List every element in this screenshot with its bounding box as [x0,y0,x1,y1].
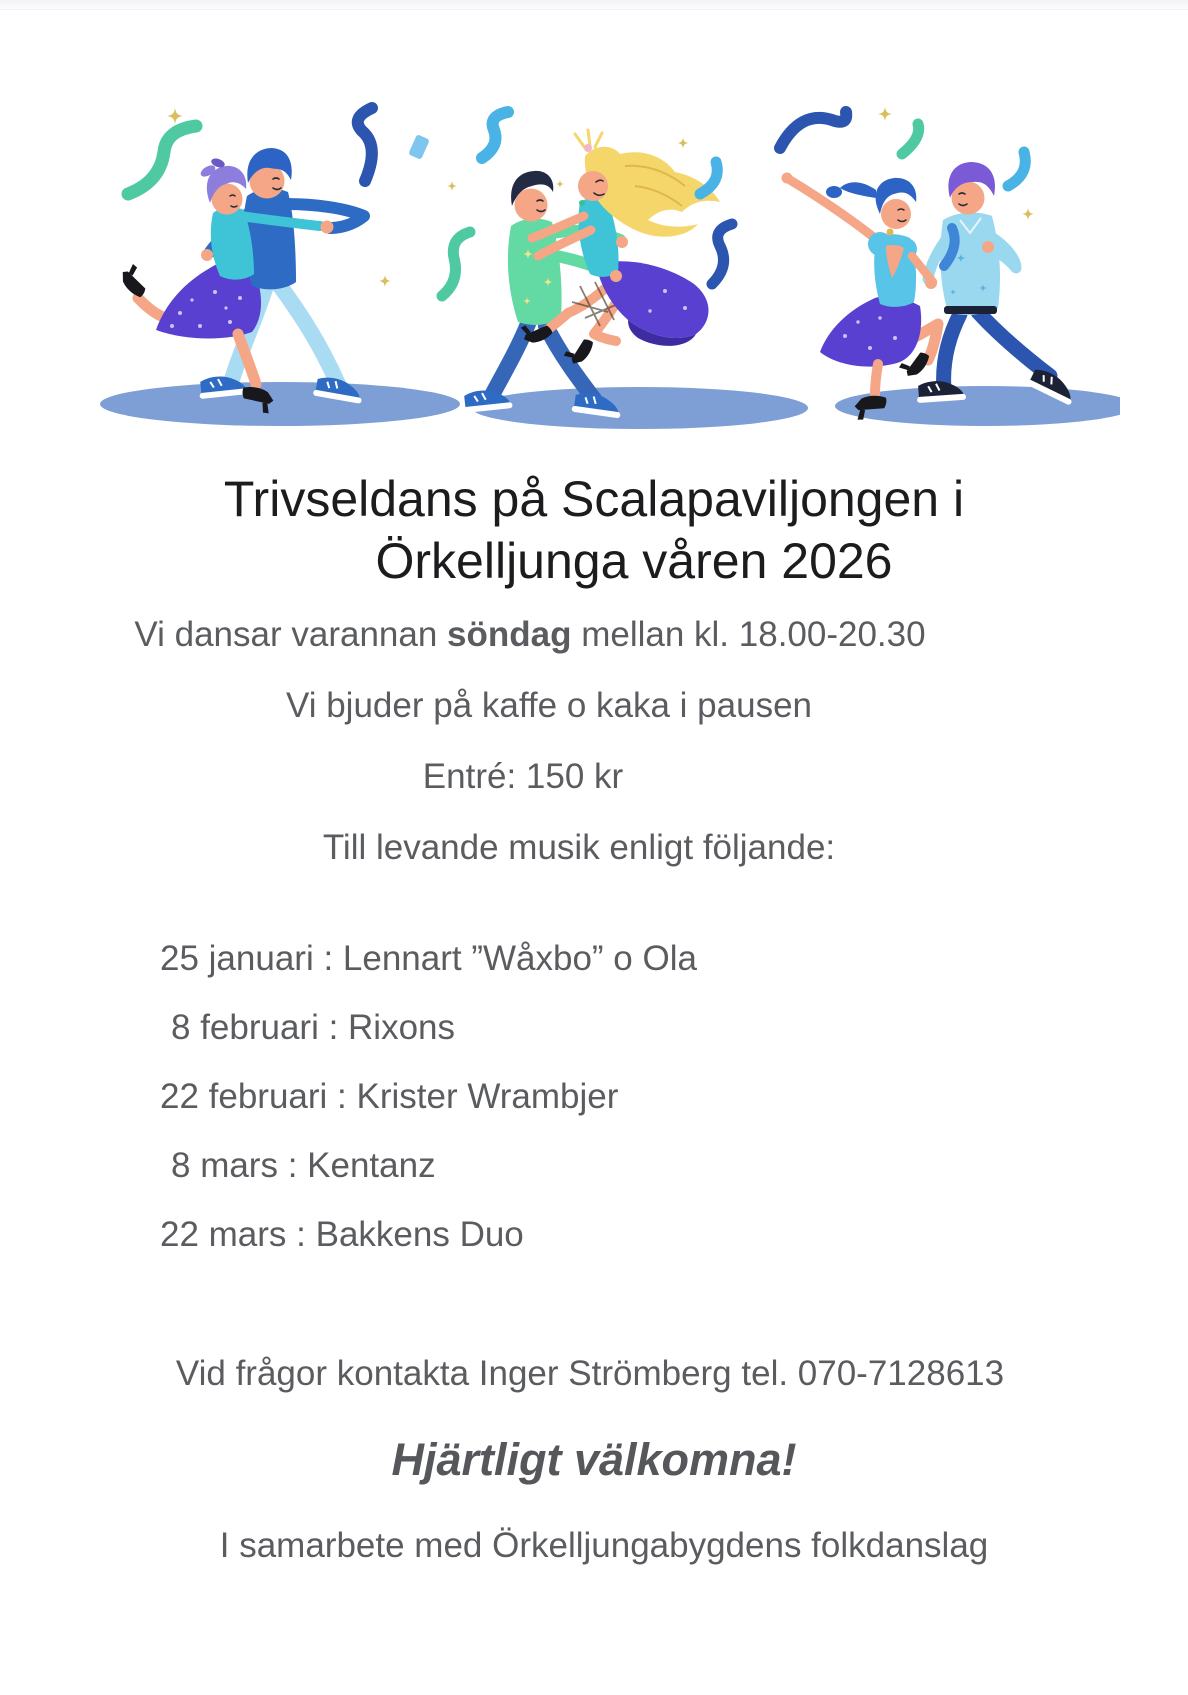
star-icon [878,107,892,121]
dance-time-post: mellan kl. 18.00-20.30 [571,615,926,654]
page-top-edge [0,0,1188,10]
flyer-title-line1: Trivseldans på Scalapaviljongen i [223,471,965,527]
confetti-ribbon-icon [712,224,732,284]
dancing-couple-left [100,148,460,426]
live-music-line: Till levande musik enligt följande: [322,828,836,867]
confetti-ribbon-icon [700,162,717,194]
confetti-ribbon-icon [1008,152,1025,186]
star-icon [556,180,564,188]
star-icon [379,275,391,287]
confetti-ribbon-icon [128,126,196,194]
schedule-row: 8 februari : Rixons [171,1008,456,1047]
coffee-line: Vi bjuder på kaffe o kaka i pausen [285,686,813,725]
dance-day-bold: söndag [447,615,572,654]
closing-line: Hjärtligt välkomna! [391,1434,797,1485]
star-icon [447,181,457,191]
confetti-ribbon-icon [358,108,372,181]
confetti-ribbon-icon [902,124,919,154]
entry-fee-line: Entré: 150 kr [422,757,624,796]
dancing-couples-illustration [80,86,1120,436]
star-icon [678,138,689,149]
dancing-couple-middle [462,130,808,429]
floor-shadow [100,382,460,426]
cooperation-line: I samarbete med Örkelljungabygdens folkdanslag [219,1526,989,1565]
schedule-list [160,941,1188,1252]
schedule-row: 25 januari : Lennart ”Wåxbo” o Ola [160,939,697,978]
schedule-row: 8 mars : Kentanz [171,1146,436,1185]
confetti-piece-icon [408,134,430,160]
schedule-row: 22 februari : Krister Wrambjer [160,1077,619,1116]
dancers-svg [80,86,1120,436]
flyer-title-line2: Örkelljunga våren 2026 [375,533,893,589]
star-icon [1022,208,1034,220]
confetti-ribbon-icon [482,112,508,158]
dance-time-line [0,617,1124,652]
flyer-title [0,468,1188,592]
dance-time-pre: Vi dansar varannan [134,615,448,654]
confetti-ribbon-icon [780,112,846,148]
floor-shadow [472,387,808,429]
dancing-couple-right [782,162,1121,426]
contact-line: Vid frågor kontakta Inger Strömberg tel. 070-7128613 [175,1354,1005,1393]
schedule-row: 22 mars : Bakkens Duo [160,1215,524,1254]
confetti-ribbon-icon [442,232,470,296]
star-icon [167,108,183,124]
